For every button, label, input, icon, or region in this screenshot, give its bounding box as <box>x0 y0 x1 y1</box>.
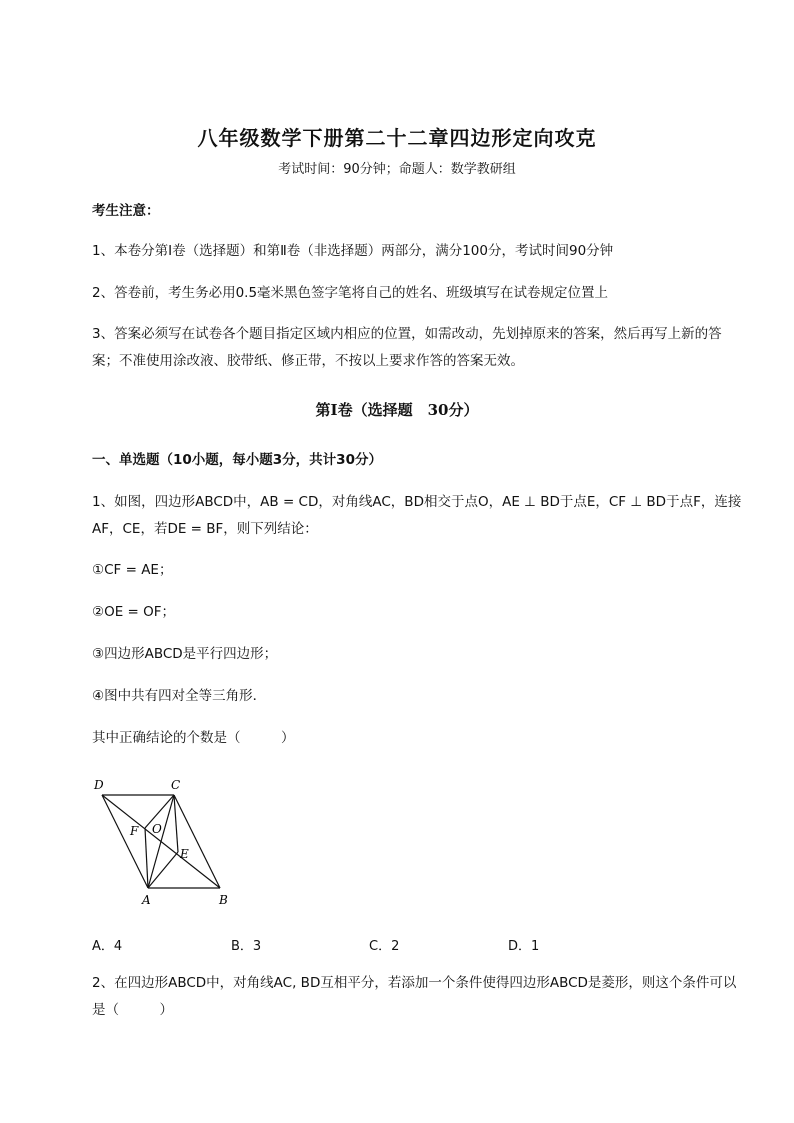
q1-figure <box>88 770 238 910</box>
q1-stem: 1、如图，四边形ABCD中，AB = CD，对角线AC，BD相交于点O，AE ⊥ BD于点E，CF ⊥ BD于点F，连接AF，CE，若DE = BF，则下列结论： <box>92 494 742 537</box>
notice-heading: 考生注意： <box>92 203 160 219</box>
page-title: 八年级数学下册第二十二章四边形定向攻克 <box>197 126 597 150</box>
segment-af <box>145 828 148 888</box>
q1-conclusion-2: ②OE = OF； <box>92 604 176 620</box>
label-o: O <box>152 822 162 836</box>
q1-conclusion-3: ③四边形ABCD是平行四边形； <box>92 646 278 662</box>
label-f: F <box>130 824 139 838</box>
label-b: B <box>219 893 228 907</box>
q1-option-d[interactable]: D．1 <box>508 939 540 954</box>
q1-question: 其中正确结论的个数是（ ） <box>92 730 295 746</box>
label-a: A <box>142 893 151 907</box>
q1-conclusion-4: ④图中共有四对全等三角形． <box>92 688 267 704</box>
page-subtitle: 考试时间：90分钟；命题人：数学教研组 <box>278 162 516 177</box>
notice-item-1: 1、本卷分第Ⅰ卷（选择题）和第Ⅱ卷（非选择题）两部分，满分100分，考试时间90分钟 <box>92 243 614 259</box>
q1-option-a[interactable]: A．4 <box>92 939 123 954</box>
label-d: D <box>94 778 104 792</box>
notice-item-3: 3、答案必须写在试卷各个题目指定区域内相应的位置，如需改动，先划掉原来的答案，然后再写上新的答案；不准使用涂改液、胶带纸、修正带，不按以上要求作答的答案无效。 <box>92 326 722 369</box>
q1-conclusion-1: ①CF = AE； <box>92 562 173 578</box>
q2-stem: 2、在四边形ABCD中，对角线AC, BD互相平分，若添加一个条件使得四边形ABCD是菱形，则这个条件可以是（ ） <box>92 975 737 1018</box>
edge-ad <box>102 795 148 888</box>
part1-title: 第Ⅰ卷（选择题 30分） <box>315 401 479 419</box>
edge-cb <box>174 795 220 888</box>
q1-option-b[interactable]: B．3 <box>231 939 262 954</box>
label-e: E <box>180 847 189 861</box>
label-c: C <box>171 778 181 792</box>
section1-title: 一、单选题（10小题，每小题3分，共计30分） <box>92 452 382 468</box>
notice-item-2: 2、答卷前，考生务必用0.5毫米黑色签字笔将自己的姓名、班级填写在试卷规定位置上 <box>92 285 609 301</box>
q1-option-c[interactable]: C．2 <box>369 939 400 954</box>
segment-ce <box>174 795 178 852</box>
